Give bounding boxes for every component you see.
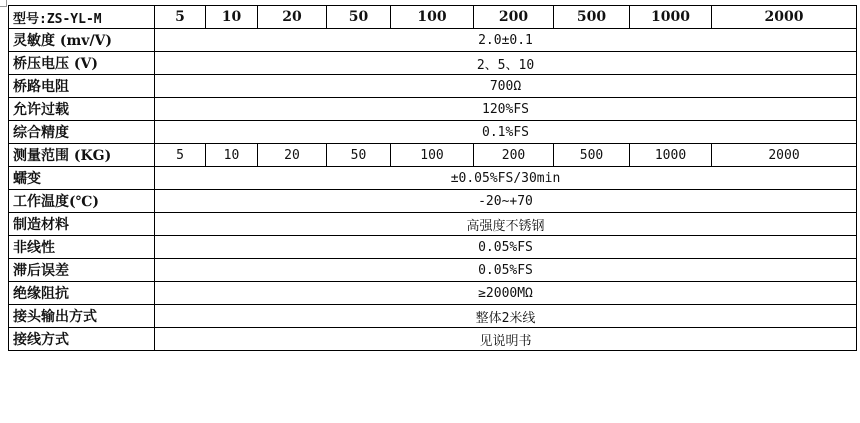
model-range-cell: 5 [155,6,206,29]
measure-range-row [9,144,857,167]
wiring-value: 见说明书 [155,328,857,351]
overload-label: 允许过载 [9,98,155,121]
measure-range-cell: 50 [327,144,391,167]
hysteresis-row [9,259,857,282]
bridge-resistance-value: 700Ω [155,75,857,98]
measure-range-cell: 200 [474,144,554,167]
sensitivity-value: 2.0±0.1 [155,29,857,52]
nonlinearity-value: 0.05%FS [155,236,857,259]
overload-row [9,98,857,121]
model-range-cell: 100 [391,6,474,29]
model-label: 型号:ZS-YL-M [9,6,155,29]
accuracy-row [9,121,857,144]
insulation-row [9,282,857,305]
measure-range-cell: 20 [258,144,327,167]
nonlinearity-row [9,236,857,259]
connector-label: 接头输出方式 [9,305,155,328]
model-range-cell: 1000 [630,6,712,29]
accuracy-value: 0.1%FS [155,121,857,144]
bridge-resistance-label: 桥路电阻 [9,75,155,98]
overload-value: 120%FS [155,98,857,121]
sensitivity-row [9,29,857,52]
model-range-cell: 20 [258,6,327,29]
connector-value: 整体2米线 [155,305,857,328]
model-range-cell: 200 [474,6,554,29]
material-row [9,213,857,236]
wiring-label: 接线方式 [9,328,155,351]
measure-range-cell: 500 [554,144,630,167]
spec-table-wrapper [8,5,857,351]
model-range-cell: 2000 [712,6,857,29]
model-header-row [9,6,857,29]
nonlinearity-label: 非线性 [9,236,155,259]
model-range-cell: 50 [327,6,391,29]
measure-range-cell: 10 [206,144,258,167]
accuracy-label: 综合精度 [9,121,155,144]
measure-range-cell: 2000 [712,144,857,167]
material-label: 制造材料 [9,213,155,236]
model-range-cell: 500 [554,6,630,29]
creep-value: ±0.05%FS/30min [155,167,857,190]
connector-row [9,305,857,328]
spec-table [8,5,857,351]
measure-range-cell: 100 [391,144,474,167]
sensitivity-label: 灵敏度 (mv/V) [9,29,155,52]
measure-range-cell: 5 [155,144,206,167]
hysteresis-label: 滞后误差 [9,259,155,282]
hysteresis-value: 0.05%FS [155,259,857,282]
creep-row [9,167,857,190]
insulation-label: 绝缘阻抗 [9,282,155,305]
bridge-voltage-label: 桥压电压 (V) [9,52,155,75]
corner-mark [0,0,7,7]
wiring-row [9,328,857,351]
bridge-voltage-row [9,52,857,75]
insulation-value: ≥2000MΩ [155,282,857,305]
bridge-voltage-value: 2、5、10 [155,52,857,75]
material-value: 高强度不锈钢 [155,213,857,236]
measure-range-label: 测量范围 (KG) [9,144,155,167]
work-temp-label: 工作温度(℃) [9,190,155,213]
measure-range-cell: 1000 [630,144,712,167]
model-range-cell: 10 [206,6,258,29]
bridge-resistance-row [9,75,857,98]
work-temp-row [9,190,857,213]
work-temp-value: -20~+70 [155,190,857,213]
creep-label: 蠕变 [9,167,155,190]
